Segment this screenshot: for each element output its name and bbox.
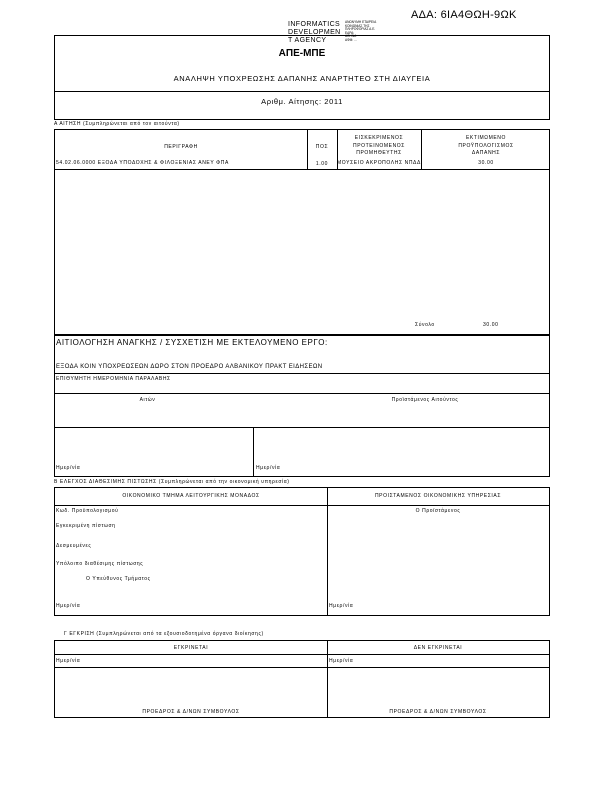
item-supplier: ΜΟΥΣΕΙΟ ΑΚΡΟΠΟΛΗΣ ΝΠΔΔ [337, 160, 421, 166]
total-label: Σύνολο [415, 322, 435, 328]
logo-fine-print-line: ΠΛΗΡΟΦΟΡΙΑΣ Α.Ε. [345, 27, 376, 32]
approval-block [54, 640, 550, 718]
divider [55, 654, 549, 655]
logo-line-3: T AGENCY [288, 37, 327, 44]
applicant-label: Αιτών [139, 397, 156, 403]
section-a-label: Α ΑΙΤΗΣΗ (Συμπληρώνεται από τον αιτούντα) [54, 121, 180, 127]
delivery-date-label: ΕΠΙΘΥΜΗΤΗ ΗΜΕΡΟΜΗΝΙΑ ΠΑΡΑΛΑΒΗΣ [56, 376, 171, 382]
divider [55, 427, 549, 428]
date-label: Ημερ/νία [329, 603, 354, 609]
signer-left: ΠΡΟΕΔΡΟΣ & Δ/ΝΩΝ ΣΥΜΒΟΥΛΟΣ [142, 709, 240, 715]
date-label: Ημερ/νία [56, 465, 81, 471]
date-label: Ημερ/νία [329, 658, 354, 664]
divider [55, 169, 549, 170]
column-header-amount: ΕΚΤΙΜΩΜΕΝΟ ΠΡΟΫΠΟΛΟΓΙΣΜΟΣ ΔΑΠΑΝΗΣ [458, 135, 514, 156]
divider [253, 427, 254, 476]
justification-heading: ΑΙΤΙΟΛΟΓΗΣΗ ΑΝΑΓΚΗΣ / ΣΥΣΧΕΤΙΣΗ ΜΕ ΕΚΤΕΛΟΥΜΕΝΟ ΕΡΓΟ: [56, 338, 328, 347]
approved-credit-label: Εγκεκριμένη πίστωση [56, 523, 116, 529]
divider [55, 373, 549, 374]
budget-code-label: Κωδ. Προϋπολογισμού [56, 508, 119, 514]
item-description: 54.02.06.0000 ΕΞΟΔΑ ΥΠΟΔΟΧΗΣ & ΦΙΛΟΞΕΝΙΑΣ ΑΝΕΥ ΦΠΑ [56, 160, 229, 166]
organization-name: ΑΠΕ-ΜΠΕ [278, 48, 326, 59]
date-label: Ημερ/νία [256, 465, 281, 471]
right-head-label: Ο Προϊστάμενος [415, 508, 461, 514]
date-label: Ημερ/νία [56, 603, 81, 609]
committed-label: Δεσμευμένες [56, 543, 92, 549]
total-value: 30.00 [483, 322, 499, 328]
logo-fine-print-line: ΕΔΡΑ: [345, 30, 355, 35]
logo-fine-print-line: ΚΟΙΝΩΝΙΑΣ ΤΗΣ [345, 23, 370, 28]
section-b-label: Β ΕΛΕΓΧΟΣ ΔΙΑΘΕΣΙΜΗΣ ΠΙΣΤΩΣΗΣ (Συμπληρώνεται από την οικονομική υπηρεσία) [54, 479, 290, 485]
dept-head-label: Ο Υπεύθυνος Τμήματος [86, 576, 151, 582]
logo-fine-print-line: ΑΘΗΝΑ [345, 34, 357, 39]
approved-header: ΕΓΚΡΙΝΕΤΑΙ [173, 645, 209, 651]
request-number: Αριθμ. Αίτησης: 2011 [261, 97, 343, 106]
logo-fine-print-line: ΑΝΩΝΥΜΗ ΕΤΑΙΡΕΙΑ [345, 20, 377, 24]
logo-line-2: DEVELOPMEN [288, 29, 341, 36]
divider [55, 393, 549, 394]
logo-line-1: INFORMATICS [288, 21, 341, 28]
form-title: ΑΝΑΛΗΨΗ ΥΠΟΧΡΕΩΣΗΣ ΔΑΠΑΝΗΣ ΑΝΑΡΤΗΤΕΟ ΣΤΗ ΔΙΑΥΓΕΙΑ [173, 74, 431, 83]
justification-text: ΕΞΟΔΑ ΚΟΙΝ ΥΠΟΧΡΕΩΣΕΩΝ ΔΩΡΟ ΣΤΟΝ ΠΡΟΕΔΡΟ ΑΛΒΑΝΙΚΟΥ ΠΡΑΚΤ ΕΙΔΗΣΕΩΝ [56, 364, 323, 370]
item-amount: 30.00 [478, 160, 494, 166]
item-quantity: 1.00 [315, 161, 329, 167]
finance-dept-header: ΟΙΚΟΝΟΜΙΚΟ ΤΜΗΜΑ ΛΕΙΤΟΥΡΓΙΚΗΣ ΜΟΝΑΔΟΣ [122, 493, 260, 499]
date-label: Ημερ/νία [56, 658, 81, 664]
remaining-credit-label: Υπόλοιπο διαθέσιμης πίστωσης [56, 561, 144, 567]
signer-right: ΠΡΟΕΔΡΟΣ & Δ/ΝΩΝ ΣΥΜΒΟΥΛΟΣ [389, 709, 487, 715]
finance-head-header: ΠΡΟΙΣΤΑΜΕΝΟΣ ΟΙΚΟΝΟΜΙΚΗΣ ΥΠΗΡΕΣΙΑΣ [374, 493, 502, 499]
section-c-label: Γ ΕΓΚΡΙΣΗ (Συμπληρώνεται από τα εξουσιοδοτημένα όργανα διοίκησης) [64, 631, 264, 637]
divider [327, 641, 328, 717]
form-header [54, 35, 550, 120]
ada-number: ΑΔΑ: 6ΙΑ4ΘΩΗ-9ΩΚ [411, 9, 517, 21]
justification-block [54, 335, 550, 477]
logo-fine-print-line: ΑΦΜ: ... [345, 37, 357, 42]
divider [55, 91, 549, 92]
column-header-quantity: ΠΟΣ [315, 144, 329, 150]
divider [55, 667, 549, 668]
budget-check-block [54, 487, 550, 616]
column-header-supplier: ΕΙΣΚΕΚΡΙΜΕΝΟΣ ΠΡΟΤΕΙΝΟΜΕΝΟΣ ΠΡΟΜΗΘΕΥΤΗΣ [352, 135, 405, 156]
items-table [54, 129, 550, 335]
divider [55, 505, 549, 506]
column-header-description: ΠΕΡΙΓΡΑΦΗ [164, 144, 198, 150]
not-approved-header: ΔΕΝ ΕΓΚΡΙΝΕΤΑΙ [413, 645, 463, 651]
manager-label: Προϊστάμενος Αιτούντος [391, 397, 459, 403]
